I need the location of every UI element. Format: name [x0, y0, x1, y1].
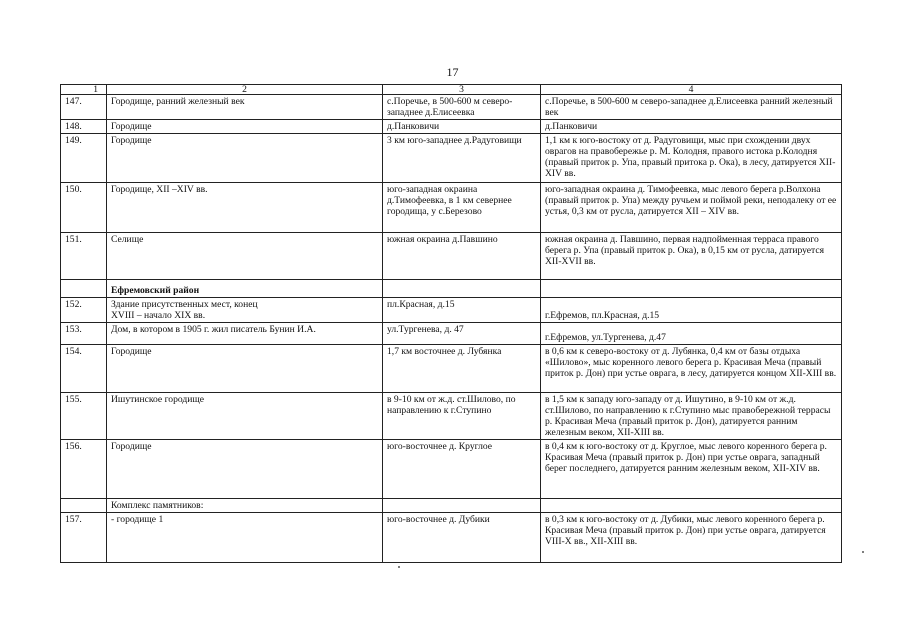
monument-location: 1,7 км восточнее д. Лубянка — [383, 345, 541, 393]
row-number: 156. — [61, 440, 107, 499]
column-number: 4 — [541, 85, 842, 95]
empty-cell — [541, 280, 842, 298]
monument-name: Городище — [107, 120, 383, 134]
row-number: 147. — [61, 95, 107, 120]
monument-location: пл.Красная, д.15 — [383, 298, 541, 323]
complex-title: Комплекс памятников: — [107, 499, 383, 513]
row-number: 149. — [61, 134, 107, 183]
row-number: 153. — [61, 323, 107, 345]
monument-name: - городище 1 — [107, 513, 383, 563]
monument-location: южная окраина д.Павшино — [383, 233, 541, 280]
monument-description: юго-западная окраина д. Тимофеевка, мыс левого берега р.Волхона (правый приток р. Упа) между ручьем и поймой реки, неподалеку от ее устья, 0,3 км от русла, датируется XII – XIV вв. — [541, 183, 842, 233]
monument-location: 3 км юго-западнее д.Радуговищи — [383, 134, 541, 183]
monument-description: южная окраина д. Павшино, первая надпойменная терраса правого берега р. Упа (правый приток р. Ока), в 0,15 км от русла, датируется XII-XVII вв. — [541, 233, 842, 280]
section-row — [61, 280, 842, 298]
row-number: 155. — [61, 393, 107, 440]
monument-description: в 0,6 км к северо-востоку от д. Лубянка, 0,4 км от базы отдыха «Шилово», мыс коренного левого берега р. Красивая Меча (правый приток р. Дон) при устье оврага, в лесу, датируется концом XII-XIII вв. — [541, 345, 842, 393]
monument-name: Городище — [107, 440, 383, 499]
table-row — [61, 134, 842, 183]
monument-description: г.Ефремов, ул.Тургенева, д.47 — [541, 323, 842, 345]
table-row — [61, 513, 842, 563]
monuments-table — [60, 84, 842, 563]
row-number: 151. — [61, 233, 107, 280]
monument-name: Селище — [107, 233, 383, 280]
column-number: 2 — [107, 85, 383, 95]
monument-description: в 0,4 км к юго-востоку от д. Круглое, мыс левого коренного берега р. Красивая Меча (правый приток р. Дон) при устье оврага, западный берег последнего, датируется ранним железным веком, XII-XIV вв. — [541, 440, 842, 499]
page-number: 17 — [446, 65, 459, 79]
empty-cell — [383, 499, 541, 513]
monument-name: Городище — [107, 345, 383, 393]
monument-location: юго-восточнее д. Дубики — [383, 513, 541, 563]
monument-name: Ишутинское городище — [107, 393, 383, 440]
section-title: Ефремовский район — [107, 280, 383, 298]
scan-speck — [862, 551, 864, 553]
table-row — [61, 345, 842, 393]
row-number: 152. — [61, 298, 107, 323]
monument-name: Дом, в котором в 1905 г. жил писатель Бунин И.А. — [107, 323, 383, 345]
column-number: 3 — [383, 85, 541, 95]
monument-description: с.Поречье, в 500-600 м северо-западнее д.Елисеевка ранний железный век — [541, 95, 842, 120]
monument-name: Здание присутственных мест, конец XVIII – начало XIX вв. — [107, 298, 383, 323]
monument-description: г.Ефремов, пл.Красная, д.15 — [541, 298, 842, 323]
monument-location: ул.Тургенева, д. 47 — [383, 323, 541, 345]
table-row — [61, 393, 842, 440]
table-row — [61, 120, 842, 134]
monument-location: д.Панковичи — [383, 120, 541, 134]
table-row — [61, 183, 842, 233]
monument-name: Городище, XII –XIV вв. — [107, 183, 383, 233]
table-row — [61, 440, 842, 499]
empty-cell — [61, 280, 107, 298]
scan-speck — [398, 566, 400, 568]
empty-cell — [383, 280, 541, 298]
monument-location: юго-западная окраина д.Тимофеевка, в 1 км севернее городища, у с.Березово — [383, 183, 541, 233]
table-row — [61, 95, 842, 120]
monument-name: Городище — [107, 134, 383, 183]
monument-description: д.Панковичи — [541, 120, 842, 134]
monument-location: в 9-10 км от ж.д. ст.Шилово, по направлению к г.Ступино — [383, 393, 541, 440]
table-row — [61, 233, 842, 280]
table-row — [61, 323, 842, 345]
complex-row — [61, 499, 842, 513]
monument-location: юго-восточнее д. Круглое — [383, 440, 541, 499]
monument-location: с.Поречье, в 500-600 м северо-западнее д.Елисеевка — [383, 95, 541, 120]
row-number: 154. — [61, 345, 107, 393]
monument-description: в 0,3 км к юго-востоку от д. Дубики, мыс левого коренного берега р. Красивая Меча (правый приток р. Дон) при устье оврага, датируется VIII-X вв., XII-XIII вв. — [541, 513, 842, 563]
row-number: 148. — [61, 120, 107, 134]
row-number: 157. — [61, 513, 107, 563]
column-number: 1 — [61, 85, 107, 95]
table-row — [61, 298, 842, 323]
monument-description: в 1,5 км к западу юго-западу от д. Ишутино, в 9-10 км от ж.д. ст.Шилово, по направлению к г.Ступино мыс правобережной террасы р. Красивая Меча (правый приток р. Дон), датируется ранним железным веком, XII-XIII вв. — [541, 393, 842, 440]
monument-name: Городище, ранний железный век — [107, 95, 383, 120]
empty-cell — [61, 499, 107, 513]
empty-cell — [541, 499, 842, 513]
row-number: 150. — [61, 183, 107, 233]
column-number-row — [61, 85, 842, 95]
monument-description: 1,1 км к юго-востоку от д. Радуговищи, мыс при схождении двух оврагов на правобережье р. М. Колодня, правого истока р.Колодня (правый приток р. Упа, правый притока р. Ока), в лесу, датируется XII-XIV вв. — [541, 134, 842, 183]
